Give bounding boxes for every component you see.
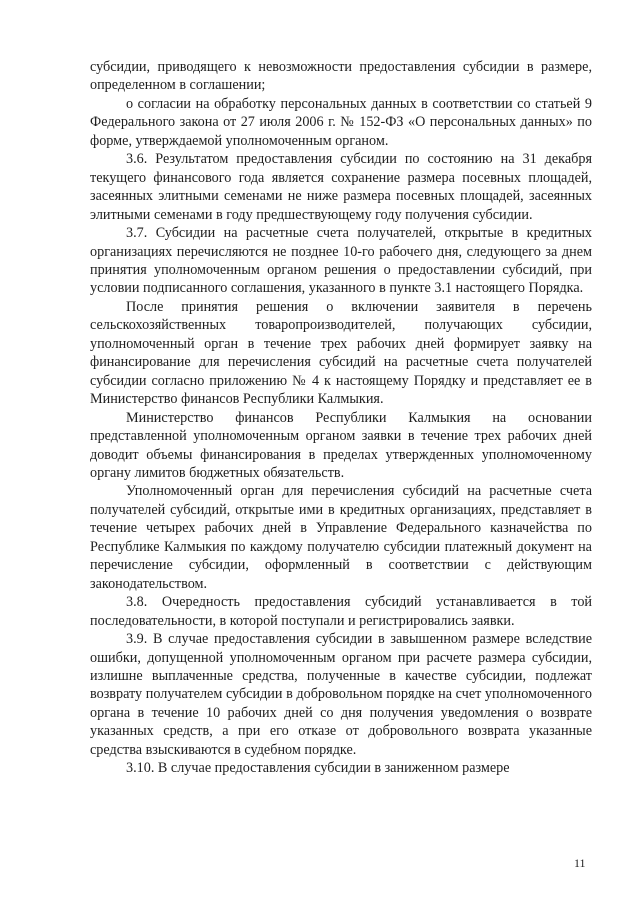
paragraph-continuation: субсидии, приводящего к невозможности предоставления субсидии в размере, определенном в соглашении;	[90, 59, 592, 94]
paragraph-funding-request: После принятия решения о включении заявителя в перечень сельскохозяйственных товаропроизводителей, получающих субсидии, уполномоченный орган в течение трех рабочих дней формирует заявку на финансирование для перечисления субсидий на расчетные счета получателей субсидии согласно приложению № 4 к настоящему Порядку и представляет ее в Министерство финансов Республики Калмыкия.	[90, 298, 592, 408]
paragraph-ministry-of-finance: Министерство финансов Республики Калмыкия на основании представленной уполномоченным органом заявки в течение трех рабочих дней доводит объемы финансирования в пределах утвержденных уполномоченному органу лимитов бюджетных обязательств.	[90, 409, 592, 481]
paragraph-3-6: 3.6. Результатом предоставления субсидии по состоянию на 31 декабря текущего финансового года является сохранение размера посевных площадей, засеянных элитными семенами не ниже размера посевных площадей, засеянных элитными семенами в году предшествующему году получения субсидии.	[90, 151, 592, 223]
paragraph-3-8: 3.8. Очередность предоставления субсидий устанавливается в той последовательности, в которой поступали и регистрировались заявки.	[90, 594, 592, 629]
paragraph-3-7: 3.7. Субсидии на расчетные счета получателей, открытые в кредитных организациях перечисляются не позднее 10-го рабочего дня, следующего за днем принятия уполномоченным органом решения о предоставлении субсидий, при условии подписанного соглашения, указанного в пункте 3.1 настоящего Порядка.	[90, 225, 592, 297]
paragraph-treasury-payment: Уполномоченный орган для перечисления субсидий на расчетные счета получателей субсидий, открытые ими в кредитных организациях, представляет в течение четырех рабочих дней в Управление Федерального казначейства по Республике Калмыкия по каждому получателю субсидии платежный документ на перечисление субсидии, оформленный в соответствии с действующим законодательством.	[90, 483, 592, 592]
paragraph-personal-data-consent: о согласии на обработку персональных данных в соответствии со статьей 9 Федерального закона от 27 июля 2006 г. № 152-ФЗ «О персональных данных» по форме, утверждаемой уполномоченным органом.	[90, 95, 592, 149]
paragraph-3-10: 3.10. В случае предоставления субсидии в заниженном размере	[126, 760, 510, 777]
page-number: 11	[574, 856, 586, 870]
document-body	[90, 58, 592, 778]
paragraph-3-9: 3.9. В случае предоставления субсидии в завышенном размере вследствие ошибки, допущенной уполномоченным органом при расчете размера субсидии, излишне выплаченные средства, полученные в качестве субсидии, подлежат возврату получателем субсидии в добровольном порядке на счет уполномоченного органа в течение 10 рабочих дней со дня получения уведомления о возврате указанных средств, а при его отказе от добровольного возврата указанные средства взыскиваются в судебном порядке.	[90, 631, 592, 758]
